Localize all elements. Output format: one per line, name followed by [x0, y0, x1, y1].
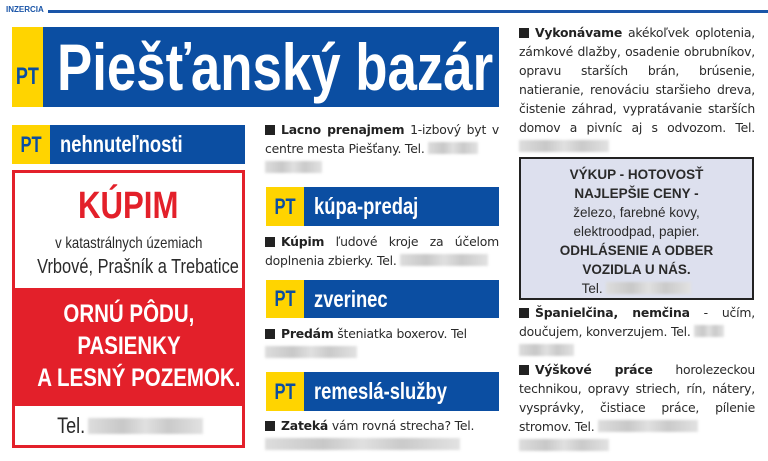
- category-title: remeslá-služby: [314, 378, 447, 404]
- ad-line: VÝKUP - HOTOVOSŤ: [569, 167, 704, 182]
- ad-text: horolezeckou technikou, opravy striech, rín, nátery, vysprávky, čistiace práce, pílenie stromov. Tel.: [519, 362, 755, 434]
- ad-text: akékoľvek oplotenia, zámkové dlažby, osadenie obrubníkov, opravu starších brán, brúsenie, natieranie, renováciu staršieho dreva, čistenie záhrad, vypratávanie starších domov a pivníc aj s odvozom. Tel.: [519, 25, 755, 135]
- pt-badge: PT: [12, 27, 43, 107]
- ad-line: ODHLÁSENIE A ODBER: [559, 243, 714, 258]
- bullet-square-icon: [265, 125, 275, 135]
- category-header-real-estate: [12, 125, 245, 164]
- category-header-buy-sell: [266, 187, 499, 226]
- list-item: [519, 303, 755, 360]
- phone-redacted: [598, 420, 698, 432]
- list-item: [519, 23, 755, 156]
- category-title: zverinec: [314, 285, 388, 312]
- phone-redacted: [519, 344, 574, 356]
- ad-text: 1-izbový byt v centre mesta Piešťany. Tel.: [265, 122, 499, 156]
- category-title: nehnuteľnosti: [60, 131, 183, 157]
- list-item: [265, 120, 499, 177]
- ad-text: vám rovná strecha? Tel.: [328, 418, 475, 433]
- ad-line: železo, farebné kovy,: [573, 205, 700, 220]
- ad-keyword: Zateká: [281, 418, 329, 433]
- category-header-pets: [266, 280, 499, 318]
- list-item: [519, 360, 755, 455]
- bullet-square-icon: [519, 28, 529, 38]
- phone-redacted: [265, 438, 460, 450]
- phone-redacted: [400, 254, 488, 266]
- ad-line: VOZIDLA U NÁS.: [582, 262, 691, 277]
- ad-red-line: A LESNÝ POZEMOK.: [37, 364, 241, 392]
- land-purchase-ad: [12, 170, 245, 448]
- bullet-square-icon: [265, 329, 275, 339]
- ad-keyword: Predám: [281, 326, 334, 341]
- ad-keyword: Vykonávame: [535, 25, 623, 40]
- tel-label: Tel.: [56, 412, 86, 438]
- ad-text: šteniatka boxerov. Tel: [333, 326, 467, 341]
- ad-keyword: Kúpim: [281, 234, 325, 249]
- scrap-purchase-ad: [519, 157, 754, 300]
- ad-text: - učím, doučujem, konverzujem. Tel.: [519, 305, 755, 339]
- ad-red-line: PASIENKY: [76, 332, 181, 360]
- phone-redacted: [88, 418, 203, 434]
- phone-redacted: [519, 439, 609, 451]
- pt-badge: PT: [266, 372, 304, 411]
- list-item: [265, 324, 499, 362]
- pt-badge: PT: [266, 280, 304, 318]
- page-title: Piešťanský bazár: [56, 30, 493, 104]
- bullet-square-icon: [265, 421, 275, 431]
- ad-headline: KÚPIM: [78, 185, 179, 227]
- bullet-square-icon: [265, 237, 275, 247]
- pt-badge: PT: [12, 125, 50, 164]
- tel-label: Tel.: [581, 281, 603, 296]
- phone-redacted: [428, 142, 478, 154]
- bullet-square-icon: [519, 365, 529, 375]
- ad-line: NAJLEPŠIE CENY -: [574, 186, 699, 201]
- ad-text: ľudové kroje za účelom doplnenia zbierky. Tel.: [265, 234, 499, 268]
- category-title: kúpa-predaj: [314, 193, 419, 219]
- section-label: INZERCIA: [6, 5, 44, 14]
- ad-locations: Vrbové, Prašník a Trebatice: [37, 256, 239, 278]
- ad-subtext: v katastrálnych územiach: [54, 235, 203, 252]
- title-banner: [12, 27, 499, 107]
- phone-redacted: [265, 346, 357, 358]
- pt-badge: PT: [266, 187, 304, 226]
- phone-redacted: [265, 161, 322, 173]
- list-item: [265, 232, 499, 270]
- bullet-square-icon: [519, 308, 529, 318]
- phone-redacted: [694, 325, 724, 337]
- ad-red-line: ORNÚ PÔDU,: [63, 300, 194, 328]
- header-rule: [48, 10, 768, 13]
- ad-line: elektroodpad, papier.: [573, 224, 700, 239]
- ad-keyword: Výškové práce: [535, 362, 653, 377]
- list-item: [265, 416, 499, 454]
- ad-keyword: Lacno prenajmem: [281, 122, 405, 137]
- phone-redacted: [519, 140, 609, 152]
- phone-redacted: [606, 282, 691, 294]
- category-header-services: [266, 372, 499, 411]
- ad-keyword: Španielčina, nemčina: [535, 305, 690, 320]
